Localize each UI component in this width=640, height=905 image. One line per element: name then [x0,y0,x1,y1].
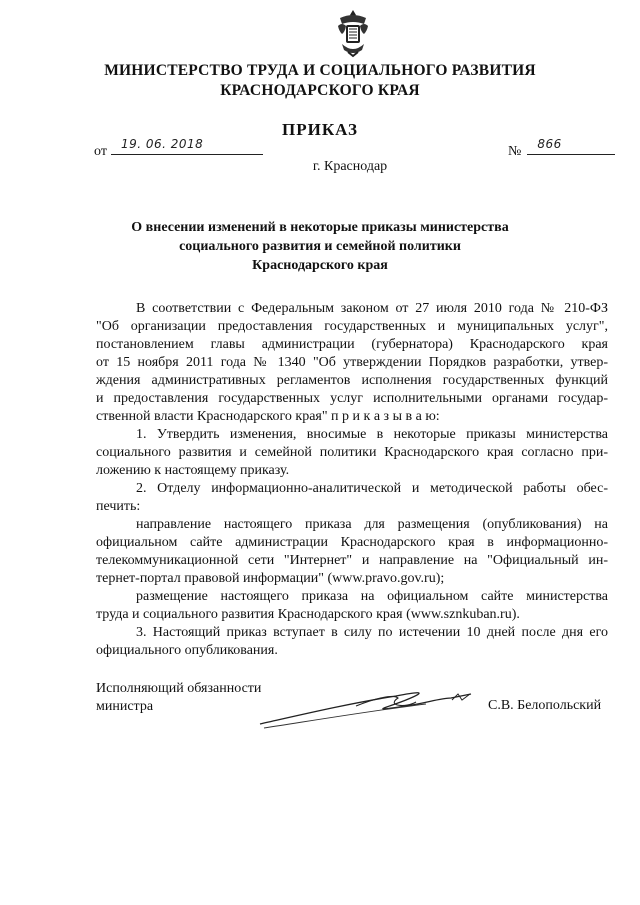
title-line3: Краснодарского края [252,258,388,273]
document-type: ПРИКАЗ [282,120,358,139]
ministry-name-line1: МИНИСТЕРСТВО ТРУДА И СОЦИАЛЬНОГО РАЗВИТИЯ [104,62,536,79]
body-line: социального развития и семейной политики Краснодарского края согласно при- [96,445,608,460]
signatory-position [96,680,261,716]
body-line: ственной власти Краснодарского края" п р и к а з ы в а ю: [96,409,440,424]
title-line2: социального развития и семейной политики [179,239,461,254]
number-field [508,137,615,160]
date-line [111,137,263,155]
body-line: направление настоящего приказа для размещения (опубликования) на [136,517,608,532]
date-field [94,137,263,160]
date-label: от [94,144,107,159]
ministry-name-line2: КРАСНОДАРСКОГО КРАЯ [220,82,420,99]
signatory-position-line1: Исполняющий обязанности [96,681,262,696]
body-line: тернет-портал правовой информации" (www.pravo.gov.ru); [96,571,445,586]
body-line: 3. Настоящий приказ вступает в силу по истечении 10 дней после дня его [136,625,608,640]
body-line: телекоммуникационной сети "Интернет" и направление на "Официальный ин- [96,553,608,568]
body-line: и предоставления государственных услуг исполнительными органами государ- [96,391,608,406]
body-line: постановлением главы администрации (губернатора) Краснодарского края [96,337,608,352]
title-line1: О внесении изменений в некоторые приказы министерства [131,220,509,235]
signatory-name: С.В. Белопольский [488,698,602,713]
body-line: официального опубликования. [96,643,278,658]
body-line: от 15 ноября 2011 года № 1340 "Об утверждении Порядков разработки, утвер- [96,355,608,370]
body-line: 1. Утвердить изменения, вносимые в некоторые приказы министерства [136,427,608,442]
body-line: ложению к настоящему приказу. [96,463,290,478]
body-line: официальном сайте администрации Краснодарского края в информационно- [96,535,608,550]
body-line: печить: [96,499,141,514]
body-line: 2. Отделу информационно-аналитической и методической работы обес- [136,481,608,496]
number-label: № [508,144,522,159]
signatory-position-line2: министра [96,699,154,714]
handwritten-signature-icon [256,676,486,736]
number-handwritten: 866 [537,137,562,151]
body-line: размещение настоящего приказа на официальном сайте министерства [136,589,608,604]
number-line [527,137,615,155]
body-line: ждения административных регламентов исполнения государственных функций [96,373,608,388]
date-handwritten: 19. 06. 2018 [120,137,204,151]
city: г. Краснодар [312,159,388,174]
body-line: В соответствии с Федеральным законом от 27 июля 2010 года № 210-ФЗ [136,301,608,316]
body-line: "Об организации предоставления государственных и муниципальных услуг", [96,319,608,334]
document-body [96,300,608,660]
body-line: труда и социального развития Краснодарского края (www.sznkuban.ru). [96,607,520,622]
coat-of-arms-icon [334,8,372,58]
